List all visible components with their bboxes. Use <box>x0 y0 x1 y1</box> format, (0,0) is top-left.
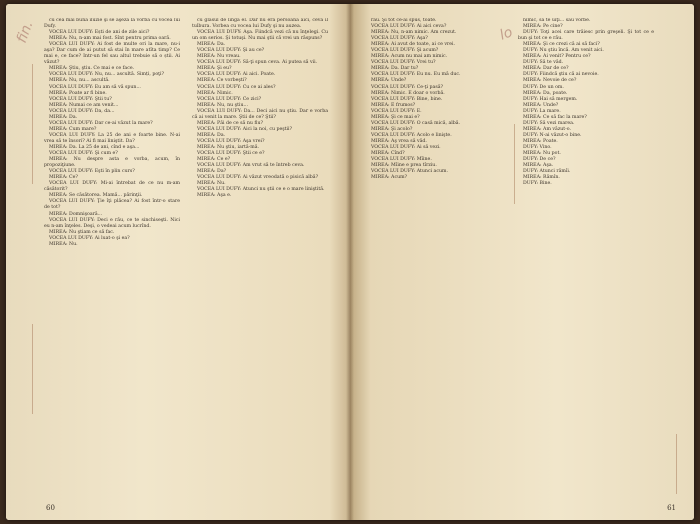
book-spread <box>6 4 694 520</box>
text-paragraph: nimic, să te uiţi... sau vorbe. <box>523 18 591 23</box>
text-column-right-1 <box>366 18 502 496</box>
text-paragraph: VOCEA LUI DUFY: O casă mică, albă. <box>371 120 461 126</box>
text-paragraph: rău. Şi tot ce-ai spus, toate. <box>371 18 437 23</box>
text-paragraph: DUFY: Toţi acei care trăiesc prin greşeli. Şi tot ce e bun şi tot ce e rău. <box>518 30 654 42</box>
text-paragraph: MIREA: Aşa e. <box>197 193 232 199</box>
text-paragraph: MIREA: Nu vreau. <box>197 54 241 60</box>
text-paragraph: MIREA: Cum mare? <box>49 126 97 132</box>
text-paragraph: MIREA: Aşa. <box>523 163 554 169</box>
text-paragraph: MIREA: Ce e? <box>197 157 231 163</box>
text-paragraph: VOCEA LUI DUFY: Eu nu. Eu mă duc. <box>371 72 461 78</box>
text-paragraph: MIREA: Nu ştiu, iartă-mă. <box>197 144 259 150</box>
text-paragraph: MIREA: Am văzut-o. <box>523 126 572 132</box>
text-paragraph: MIREA: Nimic. E doar o vorbă. <box>371 90 445 96</box>
text-paragraph: MIREA: E frumos? <box>371 102 416 108</box>
text-paragraph: VOCEA LUI DUFY: Da, da... <box>49 108 115 114</box>
text-paragraph: VOCEA LUI DUFY: Ai fost de multe ori la mare, nu-i aşa? Dar cum de ai putut să stai în mare atîta timp? Ce mai e, ce face? Intr-un fel sau altul trebuie să o știi. Ai văzut? <box>44 42 180 66</box>
text-paragraph: MIREA: Poate ar fi bine. <box>49 90 107 96</box>
text-paragraph: VOCEA LUI DUFY: Aşa? <box>371 36 428 42</box>
text-paragraph: MIREA: Da. Dar tu? <box>371 66 419 72</box>
page-number: 60 <box>46 504 55 512</box>
text-paragraph: VOCEA LUI DUFY: E. <box>371 108 422 114</box>
text-paragraph: VOCEA LUI DUFY: Acolo e linişte. <box>371 132 452 138</box>
margin-pencil-line <box>32 64 33 184</box>
text-paragraph: MIREA: Şi ce crezi că ai să faci? <box>523 42 600 48</box>
text-paragraph: VOCEA LUI DUFY: Mi-ai întrebat de ce nu m-am căsătorit? <box>44 181 180 193</box>
text-paragraph: VOCEA LUI DUFY: Să-ţi spun ceva. Ai putea să vii. <box>197 60 318 66</box>
text-paragraph: MIREA: Da. <box>197 132 226 138</box>
text-paragraph: MIREA: Da. La 25 de ani, cînd e aşa... <box>49 144 140 150</box>
text-paragraph: VOCEA LUI DUFY: La 25 de ani e foarte bine. N-ai vrea să te însori? Ai fi mai liniştit. Da? <box>44 132 180 144</box>
text-paragraph: DUFY: Să vezi marea. <box>523 120 575 126</box>
text-paragraph: MIREA: Nu, nu ştiu... <box>197 102 248 108</box>
text-paragraph: MIREA: Nimic. <box>197 90 233 96</box>
text-column-left-2 <box>192 18 328 496</box>
text-paragraph: MIREA: Şi acolo? <box>371 126 413 132</box>
text-paragraph: MIREA: Nu ştiam ce să fac. <box>49 229 115 235</box>
text-paragraph: MIREA: Rămîn. <box>523 175 560 181</box>
text-paragraph: MIREA: Şi eu? <box>197 66 232 72</box>
text-column-left-1 <box>44 18 180 496</box>
text-paragraph: VOCEA LUI DUFY: Dar ce-ai văzut la mare? <box>49 120 153 126</box>
text-paragraph: DUFY: Hai să mergem. <box>523 96 578 102</box>
text-paragraph: VOCEA LUI DUFY: Ai luat-o şi ea? <box>49 235 130 241</box>
text-paragraph: VOCEA LUI DUFY: Ești de ani de zile aici? <box>49 30 150 36</box>
text-paragraph: VOCEA LUI DUFY: Deci e rău, ce te sinchiseşti. Nici eu n-am înţeles. Deşi, o vedeai acum lucrînd. <box>44 217 180 229</box>
text-paragraph: VOCEA LUI DUFY: Ştii tu? <box>49 96 112 102</box>
text-paragraph: MIREA: Da? <box>197 169 227 175</box>
text-paragraph: VOCEA LUI DUFY: Ce-ţi pasă? <box>371 84 444 90</box>
text-paragraph: MIREA: Da, poate. <box>523 90 568 96</box>
text-paragraph: MIREA: Mîine e prea tîrziu. <box>371 163 437 169</box>
text-paragraph: MIREA: Acum nu mai am nimic. <box>371 54 448 60</box>
text-paragraph: cu cea mai bună iluzie şi se aşeză la vorbă cu vocea lui Dufy. <box>44 18 180 30</box>
text-paragraph: VOCEA LUI DUFY: Atunci acum. <box>371 169 448 175</box>
text-paragraph: MIREA: Poate. <box>523 138 558 144</box>
text-paragraph: MIREA: Nu, n-am mai fost. Sînt pentru prima oară. <box>49 36 171 42</box>
text-paragraph: VOCEA LUI DUFY: Cu ce ai ales? <box>197 84 276 90</box>
text-paragraph: DUFY: Vino. <box>523 144 552 150</box>
book-gutter <box>346 4 354 520</box>
text-column-right-2 <box>518 18 654 496</box>
text-paragraph: MIREA: Nu despre asta e vorba, acum, în propoziţiune. <box>44 157 180 169</box>
text-paragraph: MIREA: Dar de ce? <box>523 66 569 72</box>
right-page <box>350 4 694 520</box>
text-paragraph: MIREA: Unde? <box>523 102 559 108</box>
handwritten-margin-note: fin. <box>13 18 37 46</box>
text-paragraph: VOCEA LUI DUFY: Ai aici ceva? <box>371 24 447 30</box>
text-paragraph: DUFY: Atunci rămîi. <box>523 169 571 175</box>
margin-pencil-line <box>32 324 33 414</box>
text-paragraph: VOCEA LUI DUFY: Aici la noi, cu peştii? <box>197 126 293 132</box>
page-number: 61 <box>667 504 676 512</box>
text-paragraph: MIREA: Acum? <box>371 175 408 181</box>
text-paragraph: VOCEA LUI DUFY: Şi acum? <box>371 48 439 54</box>
text-paragraph: DUFY: Să te văd. <box>523 60 564 66</box>
text-paragraph: MIREA: Nu, n-am nimic. Am crezut. <box>371 30 457 36</box>
text-paragraph: VOCEA LUI DUFY: Nu, nu... ascultă. Simți, poţi? <box>49 72 165 78</box>
text-paragraph: MIREA: Nevoie de ce? <box>523 78 577 84</box>
text-paragraph: VOCEA LUI DUFY: Ce zici? <box>197 96 262 102</box>
text-paragraph: VOCEA LUI DUFY: Ştii ce e? <box>197 151 265 157</box>
text-paragraph: MIREA: Da. <box>49 114 78 120</box>
text-paragraph: MIREA: Nu, nu... ascultă. <box>49 78 110 84</box>
text-paragraph: DUFY: De un om. <box>523 84 564 90</box>
text-paragraph: MIREA: Ai avut de toate, ai ce vrei. <box>371 42 455 48</box>
text-paragraph: MIREA: Nu. <box>49 241 78 247</box>
text-paragraph: MIREA: Ştiu, ştiu. Ce mai e ce face. <box>49 66 135 72</box>
text-paragraph: DUFY: Bine. <box>523 181 552 187</box>
margin-pencil-line <box>514 124 515 204</box>
text-paragraph: MIREA: Domnişoară... <box>49 211 103 217</box>
text-paragraph: DUFY: Fiindcă ştiu că ai nevoie. <box>523 72 599 78</box>
text-paragraph: MIREA: Ce vorbeşti? <box>197 78 247 84</box>
text-paragraph: VOCEA LUI DUFY: Vrei tu? <box>371 60 436 66</box>
text-paragraph: VOCEA LUI DUFY: Am vrut să te întreb ceva. <box>197 163 305 169</box>
text-paragraph: MIREA: Ce să fac la mare? <box>523 114 587 120</box>
text-paragraph: cu glasul de lîngă el. Dar nu era persoana aici, ceva îl tulbura. Vorbea cu vocea lui Dufy şi nu auzea. <box>192 18 328 30</box>
margin-pencil-line <box>676 434 677 494</box>
text-paragraph: MIREA: Aş vrea să văd. <box>371 138 427 144</box>
text-paragraph: MIREA: Se căsătorea. Mamă... părinţii. <box>49 193 143 199</box>
text-paragraph: VOCEA LUI DUFY: Ai aici. Poate. <box>197 72 276 78</box>
text-paragraph: VOCEA LUI DUFY: Atunci nu ştii ce e o mare liniştită. <box>197 187 325 193</box>
handwritten-margin-note: lo <box>497 24 515 44</box>
text-paragraph: VOCEA LUI DUFY: Şi au ce? <box>197 48 265 54</box>
text-paragraph: VOCEA LUI DUFY: Da... Deci aici nu ştiu. Dar e vorba că ai venit la mare. Ştii de ce? Ştii? <box>192 108 328 120</box>
text-paragraph: VOCEA LUI DUFY: Aşa vrei? <box>197 138 265 144</box>
text-paragraph: DUFY: De ce? <box>523 157 556 163</box>
text-paragraph: DUFY: La mare. <box>523 108 561 114</box>
text-paragraph: MIREA: Nu pot. <box>523 151 561 157</box>
text-paragraph: DUFY: Nu ştiu încă. Am venit aici. <box>523 48 604 54</box>
text-paragraph: MIREA: Păi de ce să nu fiu? <box>197 120 264 126</box>
text-paragraph: VOCEA LUI DUFY: Ţie îţi plăcea? Ai fost într-o stare de tot? <box>44 199 180 211</box>
text-paragraph: MIREA: Cînd? <box>371 151 405 157</box>
text-paragraph: MIREA: Nu. <box>197 181 226 187</box>
text-paragraph: VOCEA LUI DUFY: Aşa. Fiindcă vezi că nu înţelegi. Cu un om serios. Şi totuşi. Nu mai ştii că vrei un răspuns? <box>192 30 328 42</box>
text-paragraph: VOCEA LUI DUFY: Şi cum e? <box>49 151 118 157</box>
text-paragraph: VOCEA LUI DUFY: Bine, bine. <box>371 96 443 102</box>
text-paragraph: DUFY: N-ai văzut-o bine. <box>523 132 582 138</box>
text-paragraph: MIREA: Ai venit? Pentru ce? <box>523 54 591 60</box>
text-paragraph: MIREA: Ce? <box>49 175 78 181</box>
text-paragraph: VOCEA LUI DUFY: Eşti în plin curs? <box>49 169 135 175</box>
left-page <box>6 4 350 520</box>
text-paragraph: VOCEA LUI DUFY: Ai văzut vreodată o pisică albă? <box>197 175 319 181</box>
text-paragraph: VOCEA LUI DUFY: Mîine. <box>371 157 432 163</box>
text-paragraph: VOCEA LUI DUFY: Ai să vezi. <box>371 144 441 150</box>
text-paragraph: MIREA: Unde? <box>371 78 407 84</box>
text-paragraph: MIREA: Da. <box>197 42 226 48</box>
text-paragraph: MIREA: Numai ce am venit... <box>49 102 119 108</box>
text-paragraph: MIREA: Şi ce mai e? <box>371 114 420 120</box>
text-paragraph: MIREA: Pe cine? <box>523 24 563 30</box>
text-paragraph: VOCEA LUI DUFY: Eu am să vă spun... <box>49 84 141 90</box>
